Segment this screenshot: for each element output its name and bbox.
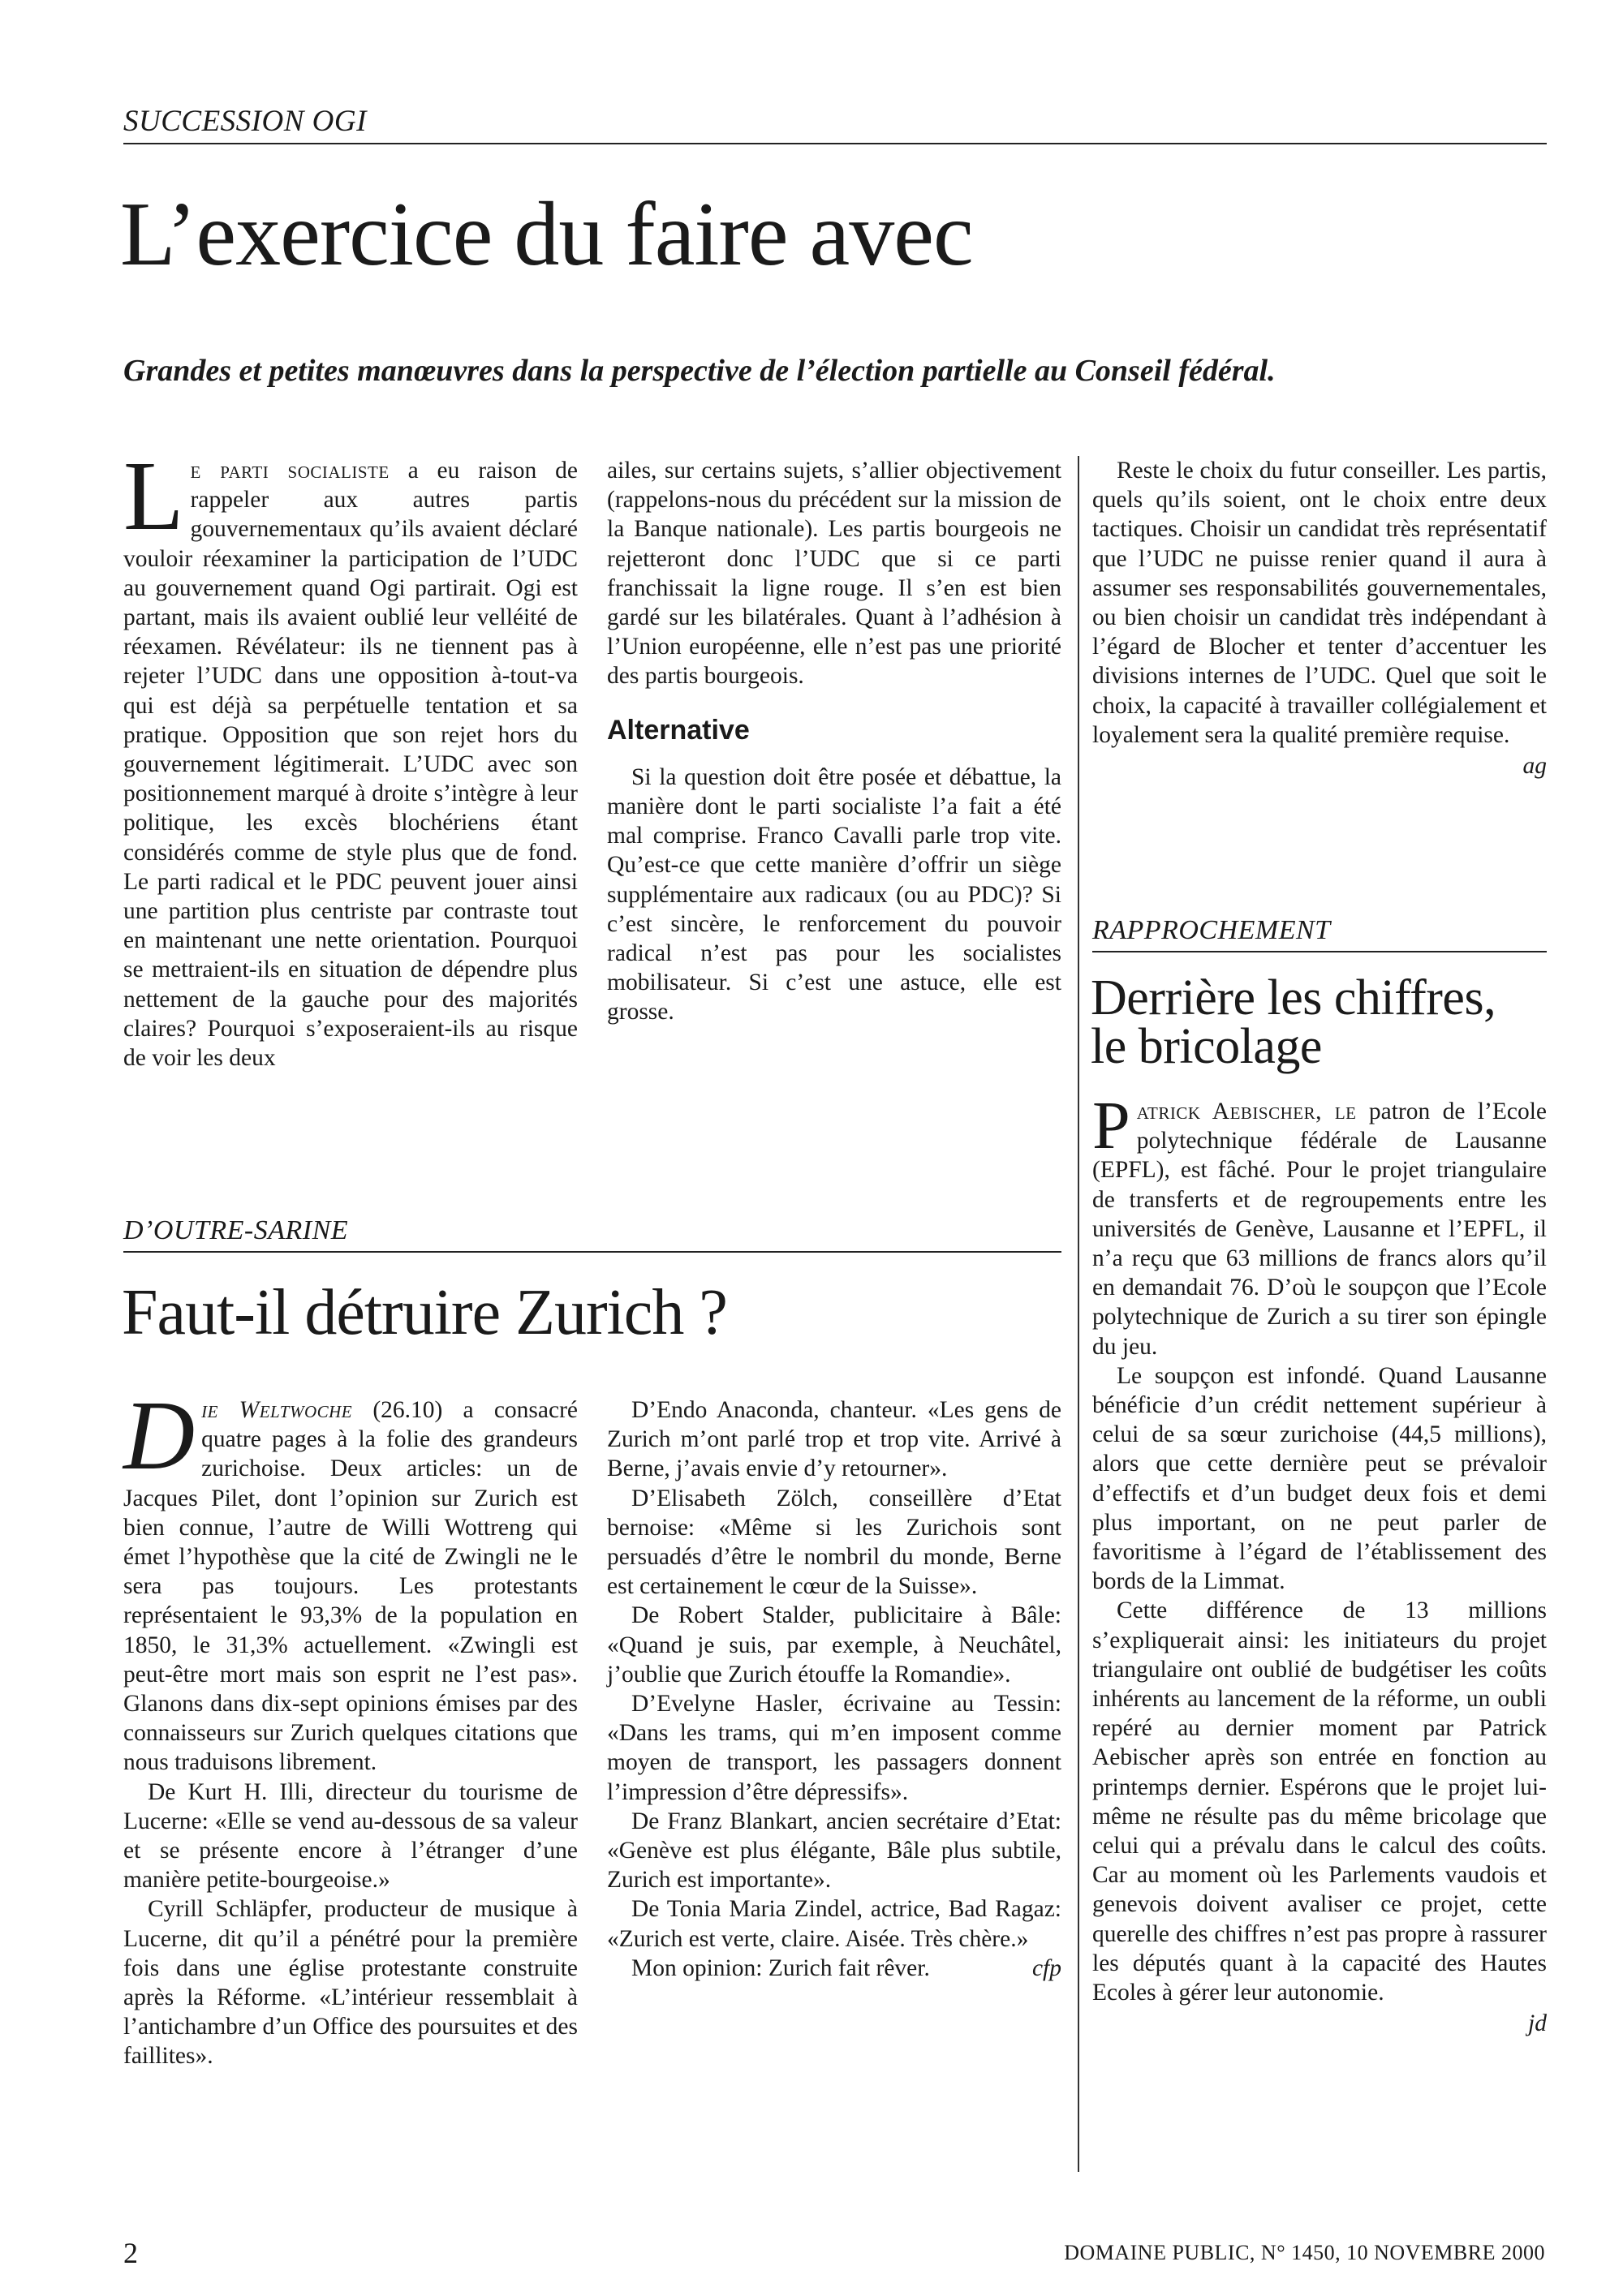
section-rule bbox=[123, 1251, 1061, 1253]
article-title: L’exercice du faire avec bbox=[120, 184, 973, 285]
section-rule bbox=[123, 143, 1547, 144]
author-signature: jd bbox=[1528, 2010, 1547, 2037]
paragraph: Le soupçon est infondé. Quand Lausanne bénéficie d’un crédit nettement supérieur à celui de sa sœur zurichoise (44,5 millions), alors que cette dernière peut se prévaloir d’effectifs et d’un budget deux fois et demi plus important, on ne peut parler de favoritisme à l’égard de l’établissement des bords de la Limmat. bbox=[1092, 1362, 1547, 1595]
paragraph: Si la question doit être posée et débattue, la manière dont le parti socialiste l’a fait a été mal comprise. Franco Cavalli parle trop vite. Qu’est-ce que cette manière d’offrir un siège supplémentaire aux radicaux (ou au PDC)? Si c’est sincère, le renforcement du pouvoir radical n’est pas pour les socialistes mobilisateur. Si c’est une astuce, elle est grosse. bbox=[607, 763, 1061, 1025]
article-title bbox=[1091, 970, 1553, 1074]
paragraph: patron de l’Ecole polytechnique fédérale de Lausanne (EPFL), est fâché. Pour le projet triangulaire de transferts et de regroupements entre les universités de Genève, Lausanne et l’EPFL, il n’a reçu que 63 millions de francs alors qu’il en demandait 76. D’où le soupçon que l’Ecole polytechnique de Zurich a su tirer son épingle du jeu. bbox=[1092, 1099, 1547, 1360]
paragraph: ailes, sur certains sujets, s’allier objectivement (rappelons-nous du précédent sur la mission de la Banque nationale). Les partis bourgeois ne rejetteront donc l’UDC que si ce parti franchissait la ligne rouge. Il s’en est bien gardé sur les bilatérales. Quant à l’adhésion à l’Union européenne, elle n’est pas une priorité des partis bourgeois. bbox=[607, 458, 1061, 690]
paragraph: Cette différence de 13 millions s’expliquerait ainsi: les initiateurs du projet triangulaire ont oublié de budgétiser les coûts inhérents au lancement de la réforme, un oubli repéré au dernier moment par Patrick Aebischer après son entrée en fonction au printemps dernier. Espérons que le projet lui-même ne résulte pas du même bricolage que celui qui a prévalu dans le calcul des coûts. Car au moment où les Parlements vaudois et genevois doivent avaliser ce projet, cette querelle des chiffres n’est pas propre à rassurer les députés quant à la capacité des Hautes Ecoles à gérer leur autonomie. bbox=[1092, 1597, 1547, 2006]
paragraph: a eu raison de rappeler aux autres partis gouvernementaux qu’ils avaient déclaré vouloir réexaminer la participation de l’UDC au gouvernement quand Ogi partirait. Ogi est partant, mais ils avaient oublié leur velléité de réexamen. Révélateur: ils ne tiennent pas à rejeter l’UDC dans une opposition à-tout-va qui est déjà sa perpétuelle tentation et sa pratique. Opposition que son rejet hors du gouvernement légitimerait. L’UDC avec son positionnement marqué à droite s’intègre à leur politique, les excès blochériens étant considérés comme de style plus que de fond. Le parti radical et le PDC peuvent jouer ainsi une partition plus centriste par contraste tout en maintenant une nette orientation. Pourquoi se mettraient-ils en situation de dépendre plus nettement de la gauche pour des majorités claires? Pourquoi s’exposeraient-ils au risque de voir les deux bbox=[123, 458, 578, 1072]
paragraph: Cyrill Schläpfer, producteur de musique à Lucerne, dit qu’il a pénétré pour la première fois dans une église protestante construite après la Réforme. «L’intérieur ressemblait à l’antichambre d’un Office des poursuites et des faillites». bbox=[123, 1896, 578, 2070]
paragraph bbox=[607, 1954, 1061, 1983]
paragraph: D’Elisabeth Zölch, conseillère d’Etat bernoise: «Même si les Zurichois sont persuadés d’être le nombril du monde, Berne est certainement le cœur de la Suisse». bbox=[607, 1485, 1061, 1600]
opening-small-caps: e parti socialiste bbox=[190, 458, 390, 484]
subheading: Alternative bbox=[607, 714, 750, 746]
article-column-2 bbox=[607, 1395, 1061, 1983]
title-line: Derrière les chiffres, bbox=[1091, 970, 1496, 1025]
paragraph: Reste le choix du futur conseiller. Les partis, quels qu’ils soient, ont le choix entre deux tactiques. Choisir un candidat très représentatif que l’UDC ne puisse renier quand il aura à assumer ses responsabilités gouvernementales, ou bien choisir un candidat très indépendant à l’égard de Blocher et tenter d’accentuer les divisions internes de l’UDC. Quel que soit le choix, la capacité à travailler collégialement et loyalement sera la qualité première requise. bbox=[1092, 458, 1547, 748]
opening-small-caps: atrick Aebischer, le bbox=[1136, 1099, 1357, 1124]
section-kicker: RAPPROCHEMENT bbox=[1092, 915, 1331, 945]
column-divider bbox=[1078, 456, 1079, 2172]
section-kicker: D’OUTRE-SARINE bbox=[123, 1215, 349, 1245]
opening-small-caps: ie Weltwoche bbox=[201, 1397, 353, 1423]
article-column-2 bbox=[607, 456, 1061, 1027]
closing-line: Mon opinion: Zurich fait rêver. bbox=[631, 1954, 930, 1981]
page-number: 2 bbox=[123, 2237, 138, 2269]
article-column bbox=[1092, 1088, 1547, 2039]
drop-cap: L bbox=[123, 441, 184, 551]
paragraph: D’Endo Anaconda, chanteur. «Les gens de Zurich m’ont parlé trop et trop vite. Arrivé à Berne, j’avais envie d’y retourner». bbox=[607, 1397, 1061, 1482]
paragraph: (26.10) a consacré quatre pages à la folie des grandeurs zurichoise. Deux articles: un de Jacques Pilet, dont l’opinion sur Zurich est bien connue, l’autre de Willi Wottreng qui émet l’hypothèse que la cité de Zwingli ne le sera pas toujours. Les protestants représentaient le 93,3% de la population en 1850, le 31,3% actuellement. «Zwingli est peut-être mort mais son esprit ne l’est pas». Glanons dans dix-sept opinions émises par des connaisseurs sur Zurich quelques citations que nous traduisons librement. bbox=[123, 1397, 578, 1776]
paragraph: De Robert Stalder, publicitaire à Bâle: «Quand je suis, par exemple, à Neuchâtel, j’oublie que Zurich étouffe la Romandie». bbox=[607, 1602, 1061, 1688]
drop-cap: D bbox=[123, 1381, 196, 1490]
article-title: Faut-il détruire Zurich ? bbox=[122, 1277, 727, 1348]
paragraph: De Tonia Maria Zindel, actrice, Bad Ragaz: «Zurich est verte, claire. Aisée. Très chère.» bbox=[607, 1896, 1061, 1952]
paragraph: De Franz Blankart, ancien secrétaire d’Etat: «Genève est plus élégante, Bâle plus subtile, Zurich est importante». bbox=[607, 1808, 1061, 1894]
section-kicker: SUCCESSION OGI bbox=[123, 105, 367, 138]
article-column-1 bbox=[123, 1381, 578, 2071]
publication-footer: DOMAINE PUBLIC, N° 1450, 10 NOVEMBRE 2000 bbox=[1064, 2241, 1545, 2264]
author-signature: ag bbox=[1522, 753, 1547, 780]
article-lead: Grandes et petites manœuvres dans la perspective de l’élection partielle au Conseil fédéral. bbox=[123, 354, 1276, 388]
paragraph: D’Evelyne Hasler, écrivaine au Tessin: «Dans les trams, qui m’en imposent comme moyen de transport, les passagers donnent l’impression d’être dépressifs». bbox=[607, 1691, 1061, 1805]
article-column-3 bbox=[1092, 456, 1547, 780]
drop-cap: P bbox=[1092, 1088, 1130, 1163]
section-rule bbox=[1092, 951, 1547, 952]
title-line: le bricolage bbox=[1091, 1019, 1322, 1074]
author-signature: cfp bbox=[1031, 1954, 1061, 1981]
paragraph: De Kurt H. Illi, directeur du tourisme de Lucerne: «Elle se vend au-dessous de sa valeur et se présente encore à l’étranger d’une manière petite-bourgeoise.» bbox=[123, 1778, 578, 1894]
article-column-1 bbox=[123, 441, 578, 1073]
